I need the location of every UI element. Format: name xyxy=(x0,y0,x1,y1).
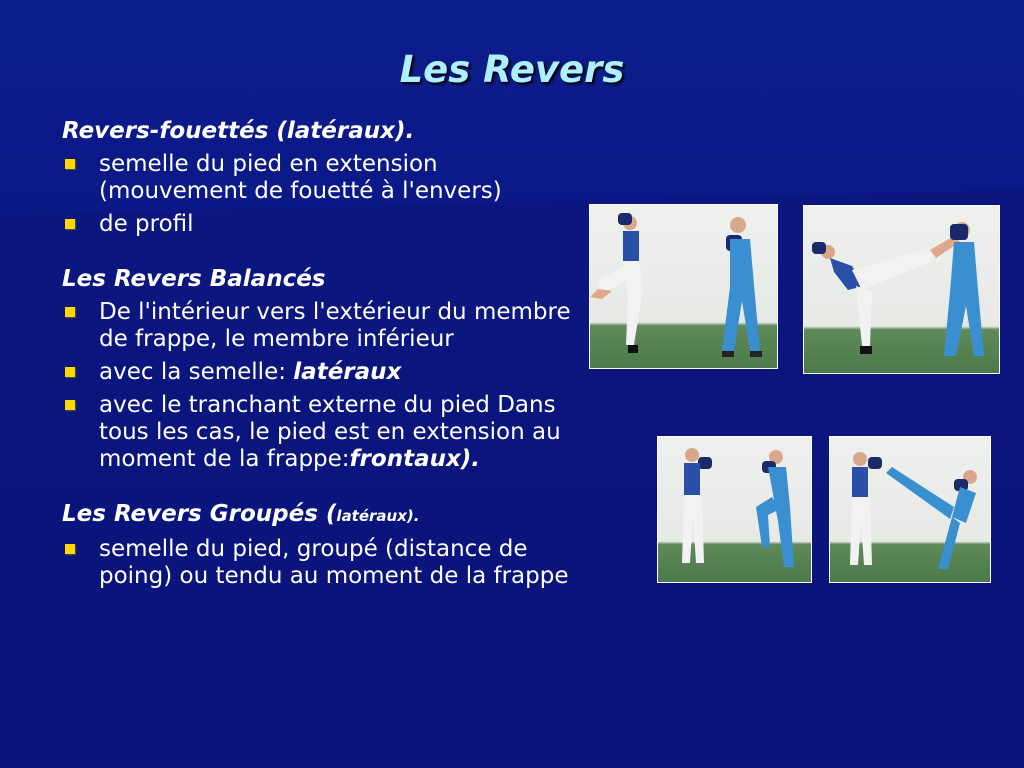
bullet-list xyxy=(62,151,582,238)
bullet-emphasis: frontaux). xyxy=(349,446,481,472)
photo-kick-contact xyxy=(829,436,991,583)
bullet-emphasis: latéraux xyxy=(293,359,402,385)
section-heading: Les Revers Balancés xyxy=(62,266,326,292)
square-bullet-icon xyxy=(65,400,75,410)
section-heading-text: Les Revers Groupés ( xyxy=(62,501,337,527)
bullet-item xyxy=(62,151,582,205)
square-bullet-icon xyxy=(65,307,75,317)
bullet-item xyxy=(62,211,582,238)
photo-kick-chamber xyxy=(589,204,778,369)
photo-guard-stance xyxy=(657,436,812,583)
bullet-text: semelle du pied en extension (mouvement de fouetté à l'envers) xyxy=(99,151,502,204)
bullet-text: avec la semelle: xyxy=(99,359,294,385)
section-heading: Revers-fouettés (latéraux). xyxy=(62,118,415,144)
square-bullet-icon xyxy=(65,159,75,169)
bullet-list xyxy=(62,299,582,473)
bullet-item xyxy=(62,359,582,386)
bullet-item xyxy=(62,536,582,590)
bullet-list xyxy=(62,536,582,590)
square-bullet-icon xyxy=(65,367,75,377)
section-heading xyxy=(62,501,582,530)
bullet-item xyxy=(62,299,582,353)
square-bullet-icon xyxy=(65,544,75,554)
bullet-text: de profil xyxy=(99,211,194,237)
section-heading-small: latéraux). xyxy=(336,507,420,525)
bullet-text: avec le tranchant externe du pied Dans tous les cas, le pied est en extension au moment de la frappe: xyxy=(99,392,561,472)
square-bullet-icon xyxy=(65,219,75,229)
bullet-item xyxy=(62,392,582,473)
photo-kick-extension xyxy=(803,205,1000,374)
bullet-text: De l'intérieur vers l'extérieur du membre de frappe, le membre inférieur xyxy=(99,299,571,352)
slide-title: Les Revers xyxy=(399,48,625,91)
bullet-text: semelle du pied, groupé (distance de poing) ou tendu au moment de la frappe xyxy=(99,536,569,589)
slide-content xyxy=(62,118,582,596)
